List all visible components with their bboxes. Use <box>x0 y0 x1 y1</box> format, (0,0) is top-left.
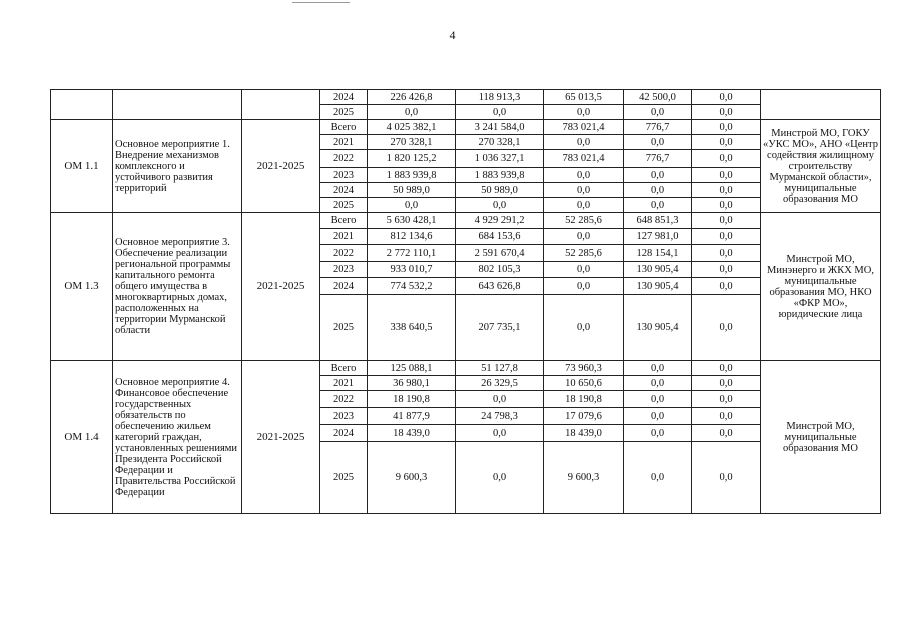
year-cell: 2025 <box>320 442 368 514</box>
amount-cell: 802 105,3 <box>456 262 544 278</box>
amount-cell: 0,0 <box>692 229 761 245</box>
table-row <box>51 213 881 229</box>
amount-cell: 933 010,7 <box>368 262 456 278</box>
amount-cell: 0,0 <box>692 213 761 229</box>
year-cell: 2021 <box>320 376 368 391</box>
amount-cell: 776,7 <box>624 150 692 168</box>
amount-cell: 18 439,0 <box>368 425 456 442</box>
amount-cell: 774 532,2 <box>368 278 456 295</box>
measure-executors: Минстрой МО, Минэнерго и ЖКХ МО, муниципальные образования МО, НКО «ФКР МО», юридические лица <box>761 213 881 361</box>
amount-cell: 0,0 <box>368 105 456 120</box>
measure-code: ОМ 1.1 <box>51 120 113 213</box>
amount-cell: 0,0 <box>624 442 692 514</box>
amount-cell: 812 134,6 <box>368 229 456 245</box>
amount-cell: 0,0 <box>544 229 624 245</box>
table-row <box>51 120 881 135</box>
amount-cell: 42 500,0 <box>624 90 692 105</box>
amount-cell: 0,0 <box>692 408 761 425</box>
measure-code: ОМ 1.3 <box>51 213 113 361</box>
year-cell: Всего <box>320 120 368 135</box>
amount-cell: 0,0 <box>544 198 624 213</box>
amount-cell: 2 772 110,1 <box>368 245 456 262</box>
measure-name: Основное мероприятие 3. Обеспечение реализации региональной программы капитального ремонта общего имущества в многоквартирных домах, расположенных на территории Мурманской области <box>113 213 242 361</box>
amount-cell: 4 025 382,1 <box>368 120 456 135</box>
amount-cell: 1 820 125,2 <box>368 150 456 168</box>
amount-cell: 338 640,5 <box>368 295 456 361</box>
amount-cell: 0,0 <box>692 361 761 376</box>
amount-cell: 0,0 <box>624 183 692 198</box>
amount-cell: 0,0 <box>692 135 761 150</box>
amount-cell: 127 981,0 <box>624 229 692 245</box>
amount-cell: 0,0 <box>692 245 761 262</box>
amount-cell: 270 328,1 <box>456 135 544 150</box>
amount-cell: 41 877,9 <box>368 408 456 425</box>
year-cell: 2021 <box>320 229 368 245</box>
measure-executors: Минстрой МО, ГОКУ «УКС МО», АНО «Центр содействия жилищному строительству Мурманской области», муниципальные образования МО <box>761 120 881 213</box>
amount-cell: 0,0 <box>544 168 624 183</box>
amount-cell: 26 329,5 <box>456 376 544 391</box>
year-cell: 2022 <box>320 150 368 168</box>
amount-cell: 0,0 <box>692 278 761 295</box>
measure-period: 2021-2025 <box>242 213 320 361</box>
amount-cell: 0,0 <box>624 408 692 425</box>
year-cell: 2022 <box>320 391 368 408</box>
measure-name: Основное мероприятие 4. Финансовое обеспечение государственных обязательств по обеспечению жильем категорий граждан, установленных решениями Президента Российской Федерации и Правительства Российской Федерации <box>113 361 242 514</box>
amount-cell: 0,0 <box>692 120 761 135</box>
amount-cell: 0,0 <box>624 376 692 391</box>
amount-cell: 3 241 584,0 <box>456 120 544 135</box>
amount-cell: 0,0 <box>692 198 761 213</box>
amount-cell: 50 989,0 <box>368 183 456 198</box>
year-cell: 2023 <box>320 408 368 425</box>
amount-cell: 1 036 327,1 <box>456 150 544 168</box>
amount-cell: 0,0 <box>692 376 761 391</box>
amount-cell: 1 883 939,8 <box>368 168 456 183</box>
amount-cell: 17 079,6 <box>544 408 624 425</box>
year-cell: Всего <box>320 361 368 376</box>
amount-cell: 50 989,0 <box>456 183 544 198</box>
year-cell: 2023 <box>320 168 368 183</box>
budget-table <box>50 89 881 514</box>
measure-period: 2021-2025 <box>242 361 320 514</box>
amount-cell: 776,7 <box>624 120 692 135</box>
amount-cell: 0,0 <box>692 183 761 198</box>
amount-cell: 9 600,3 <box>544 442 624 514</box>
amount-cell: 684 153,6 <box>456 229 544 245</box>
amount-cell: 0,0 <box>624 391 692 408</box>
amount-cell: 65 013,5 <box>544 90 624 105</box>
amount-cell: 0,0 <box>544 105 624 120</box>
amount-cell: 0,0 <box>624 135 692 150</box>
amount-cell: 270 328,1 <box>368 135 456 150</box>
period-cell-continued <box>242 90 320 120</box>
amount-cell: 0,0 <box>692 262 761 278</box>
amount-cell: 0,0 <box>692 90 761 105</box>
amount-cell: 18 439,0 <box>544 425 624 442</box>
year-cell: 2024 <box>320 90 368 105</box>
amount-cell: 9 600,3 <box>368 442 456 514</box>
amount-cell: 5 630 428,1 <box>368 213 456 229</box>
table-row <box>51 90 881 105</box>
amount-cell: 0,0 <box>544 262 624 278</box>
measure-executors: Минстрой МО, муниципальные образования МО <box>761 361 881 514</box>
amount-cell: 0,0 <box>692 295 761 361</box>
amount-cell: 10 650,6 <box>544 376 624 391</box>
year-cell: 2025 <box>320 198 368 213</box>
amount-cell: 73 960,3 <box>544 361 624 376</box>
amount-cell: 207 735,1 <box>456 295 544 361</box>
amount-cell: 783 021,4 <box>544 120 624 135</box>
amount-cell: 0,0 <box>692 168 761 183</box>
amount-cell: 0,0 <box>692 150 761 168</box>
amount-cell: 0,0 <box>456 198 544 213</box>
amount-cell: 118 913,3 <box>456 90 544 105</box>
measure-period: 2021-2025 <box>242 120 320 213</box>
amount-cell: 4 929 291,2 <box>456 213 544 229</box>
table-row <box>51 361 881 376</box>
year-cell: Всего <box>320 213 368 229</box>
amount-cell: 648 851,3 <box>624 213 692 229</box>
amount-cell: 130 905,4 <box>624 295 692 361</box>
amount-cell: 125 088,1 <box>368 361 456 376</box>
amount-cell: 0,0 <box>456 391 544 408</box>
executors-cell-continued <box>761 90 881 120</box>
amount-cell: 0,0 <box>692 105 761 120</box>
amount-cell: 0,0 <box>456 105 544 120</box>
amount-cell: 51 127,8 <box>456 361 544 376</box>
amount-cell: 0,0 <box>692 442 761 514</box>
amount-cell: 18 190,8 <box>544 391 624 408</box>
amount-cell: 0,0 <box>692 425 761 442</box>
amount-cell: 0,0 <box>624 168 692 183</box>
measure-code: ОМ 1.4 <box>51 361 113 514</box>
amount-cell: 24 798,3 <box>456 408 544 425</box>
year-cell: 2024 <box>320 425 368 442</box>
amount-cell: 0,0 <box>624 361 692 376</box>
amount-cell: 0,0 <box>544 295 624 361</box>
amount-cell: 52 285,6 <box>544 245 624 262</box>
year-cell: 2024 <box>320 278 368 295</box>
amount-cell: 128 154,1 <box>624 245 692 262</box>
amount-cell: 0,0 <box>456 425 544 442</box>
top-rule <box>292 2 350 3</box>
amount-cell: 130 905,4 <box>624 278 692 295</box>
amount-cell: 0,0 <box>456 442 544 514</box>
amount-cell: 2 591 670,4 <box>456 245 544 262</box>
amount-cell: 0,0 <box>544 183 624 198</box>
name-cell-continued <box>113 90 242 120</box>
amount-cell: 36 980,1 <box>368 376 456 391</box>
measure-name: Основное мероприятие 1. Внедрение механизмов комплексного и устойчивого развития территорий <box>113 120 242 213</box>
code-cell-continued <box>51 90 113 120</box>
amount-cell: 0,0 <box>692 391 761 408</box>
amount-cell: 130 905,4 <box>624 262 692 278</box>
year-cell: 2022 <box>320 245 368 262</box>
year-cell: 2021 <box>320 135 368 150</box>
amount-cell: 1 883 939,8 <box>456 168 544 183</box>
amount-cell: 226 426,8 <box>368 90 456 105</box>
amount-cell: 52 285,6 <box>544 213 624 229</box>
year-cell: 2025 <box>320 295 368 361</box>
amount-cell: 0,0 <box>624 425 692 442</box>
page-number: 4 <box>449 28 456 42</box>
amount-cell: 18 190,8 <box>368 391 456 408</box>
year-cell: 2023 <box>320 262 368 278</box>
amount-cell: 0,0 <box>624 105 692 120</box>
year-cell: 2024 <box>320 183 368 198</box>
amount-cell: 0,0 <box>624 198 692 213</box>
amount-cell: 643 626,8 <box>456 278 544 295</box>
amount-cell: 0,0 <box>544 135 624 150</box>
year-cell: 2025 <box>320 105 368 120</box>
amount-cell: 0,0 <box>544 278 624 295</box>
amount-cell: 783 021,4 <box>544 150 624 168</box>
amount-cell: 0,0 <box>368 198 456 213</box>
